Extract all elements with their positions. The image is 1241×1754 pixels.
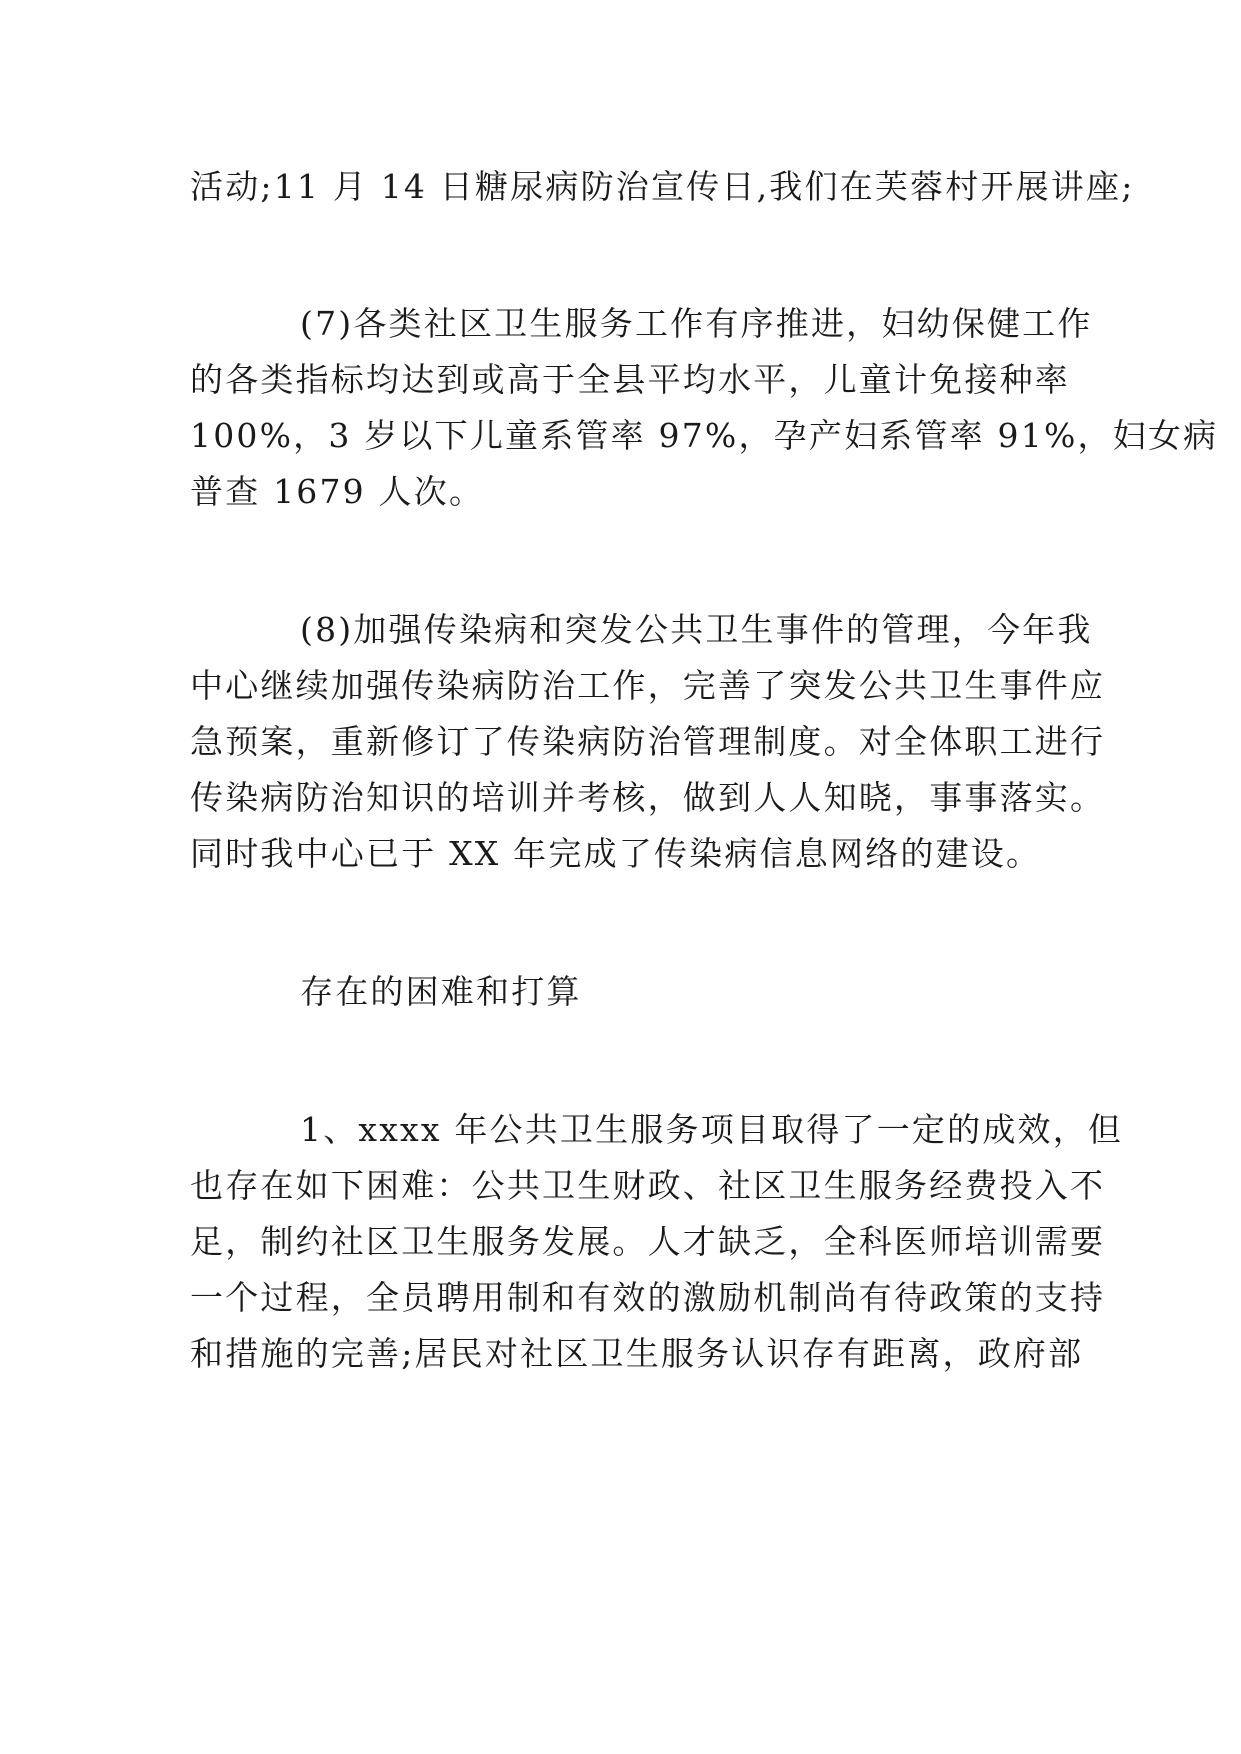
paragraph-line: 足，制约社区卫生服务发展。人才缺乏，全科医师培训需要 xyxy=(190,1222,1106,1261)
paragraph-line: 普查 1679 人次。 xyxy=(190,472,485,511)
paragraph-line: 一个过程，全员聘用制和有效的激励机制尚有待政策的支持 xyxy=(190,1278,1106,1317)
paragraph-line: 和措施的完善;居民对社区卫生服务认识存有距离，政府部 xyxy=(190,1334,1084,1373)
paragraph-line: 100%，3 岁以下儿童系管率 97%，孕产妇系管率 91%，妇女病 xyxy=(190,416,1219,455)
paragraph-line: 中心继续加强传染病防治工作，完善了突发公共卫生事件应 xyxy=(190,666,1106,705)
paragraph-line: 的各类指标均达到或高于全县平均水平，儿童计免接种率 xyxy=(190,360,1070,399)
paragraph-line: 活动;11 月 14 日糖尿病防治宣传日,我们在芙蓉村开展讲座; xyxy=(190,167,1135,206)
paragraph-line: 同时我中心已于 XX 年完成了传染病信息网络的建设。 xyxy=(190,834,1042,873)
paragraph-line: (7)各类社区卫生服务工作有序推进，妇幼保健工作 xyxy=(300,304,1093,343)
section-heading: 存在的困难和打算 xyxy=(300,972,582,1011)
paragraph-line: 传染病防治知识的培训并考核，做到人人知晓，事事落实。 xyxy=(190,778,1106,817)
paragraph-line: 也存在如下困难：公共卫生财政、社区卫生服务经费投入不 xyxy=(190,1166,1106,1205)
paragraph-line: 1、xxxx 年公共卫生服务项目取得了一定的成效，但 xyxy=(300,1110,1124,1149)
paragraph-line: (8)加强传染病和突发公共卫生事件的管理，今年我 xyxy=(300,610,1093,649)
paragraph-line: 急预案，重新修订了传染病防治管理制度。对全体职工进行 xyxy=(190,722,1106,761)
